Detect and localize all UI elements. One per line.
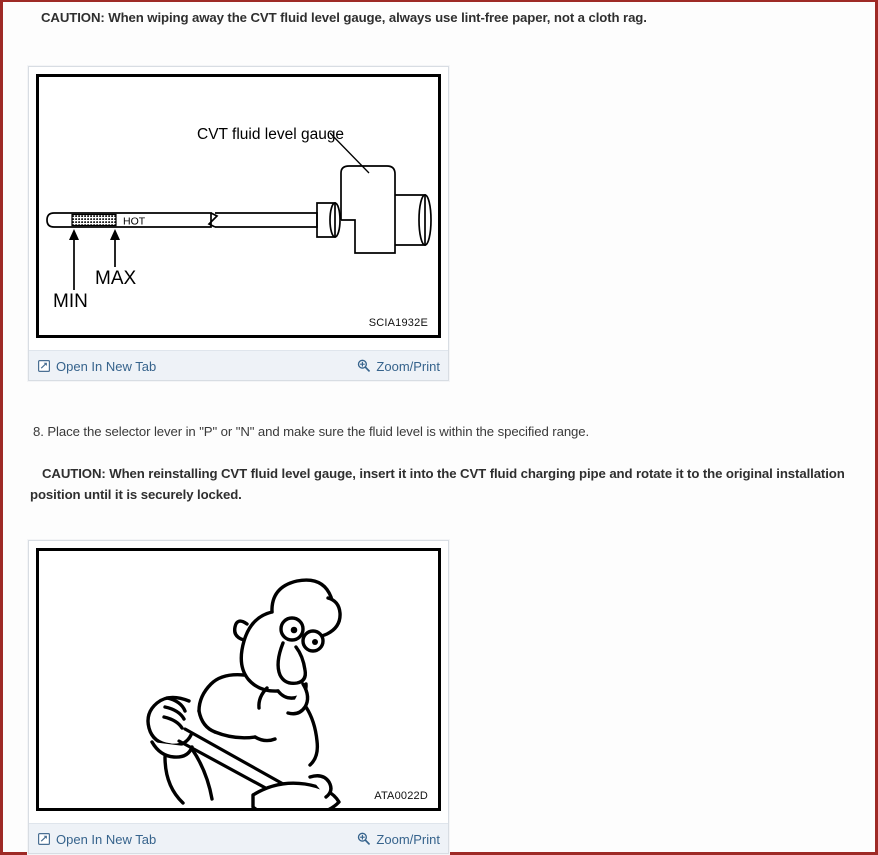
collar-left [259, 688, 267, 708]
shoulder-left [199, 675, 244, 711]
figure-cvt-fluid-level-gauge [28, 66, 449, 381]
max-label: MAX [95, 268, 137, 289]
mechanic-cartoon-svg [39, 551, 440, 808]
figure-1-drawing [36, 74, 441, 338]
dipstick-diagram-svg [39, 77, 440, 335]
torso-fold [215, 732, 255, 738]
figure-1-caption-bar [29, 350, 448, 380]
figure-1-zoom-print-label: Zoom/Print [376, 358, 440, 374]
figure-2-canvas-wrap [36, 548, 441, 811]
figure-2-open-in-new-tab-link[interactable] [38, 832, 156, 845]
step-8-text: 8. Place the selector lever in "P" or "N" and make sure the fluid level is within the specified range. [33, 424, 590, 439]
figure-mechanic-illustration [28, 540, 449, 854]
figure-2-id-label: ATA0022D [374, 790, 428, 802]
hot-label: HOT [123, 215, 146, 228]
figure-1-zoom-print-link[interactable] [357, 359, 440, 372]
min-arrow [69, 229, 79, 290]
forearm-lower-left [165, 757, 183, 803]
magnifier-plus-icon [357, 832, 370, 845]
caution-notice-bottom: CAUTION: When reinstalling CVT fluid level gauge, insert it into the CVT fluid charging pipe and rotate it to the original installation position until it is securely locked. [30, 466, 845, 502]
callout-label: CVT fluid level gauge [197, 126, 345, 143]
figure-1-id-label: SCIA1932E [368, 317, 428, 329]
dipstick-shaft-right [215, 213, 317, 227]
figure-2-zoom-print-label: Zoom/Print [376, 831, 440, 847]
caution-notice-top: CAUTION: When wiping away the CVT fluid level gauge, always use lint-free paper, not a cloth rag. [41, 10, 647, 25]
figure-2-zoom-print-link[interactable] [357, 832, 440, 845]
figure-2-caption-bar [29, 823, 448, 853]
torso-upper-left [199, 711, 215, 732]
figure-1-canvas-wrap [36, 74, 441, 338]
magnifier-plus-icon [357, 359, 370, 372]
pupil-left [291, 627, 298, 634]
open-in-new-tab-icon [38, 833, 50, 845]
gauge-handle-body [341, 166, 395, 253]
figure-1-open-in-new-tab-link[interactable] [38, 359, 156, 372]
min-label: MIN [53, 291, 88, 312]
dipstick-range-band [72, 215, 116, 226]
pupil-right [312, 639, 318, 645]
max-arrow [110, 229, 120, 267]
document-body [3, 2, 875, 852]
head-nose [278, 643, 305, 683]
figure-2-open-in-new-tab-label: Open In New Tab [56, 831, 157, 847]
open-in-new-tab-icon [38, 360, 50, 372]
torso-right [306, 707, 317, 765]
figure-1-open-in-new-tab-label: Open In New Tab [56, 358, 157, 374]
torso-fold-2 [255, 737, 275, 741]
figure-2-drawing [36, 548, 441, 811]
